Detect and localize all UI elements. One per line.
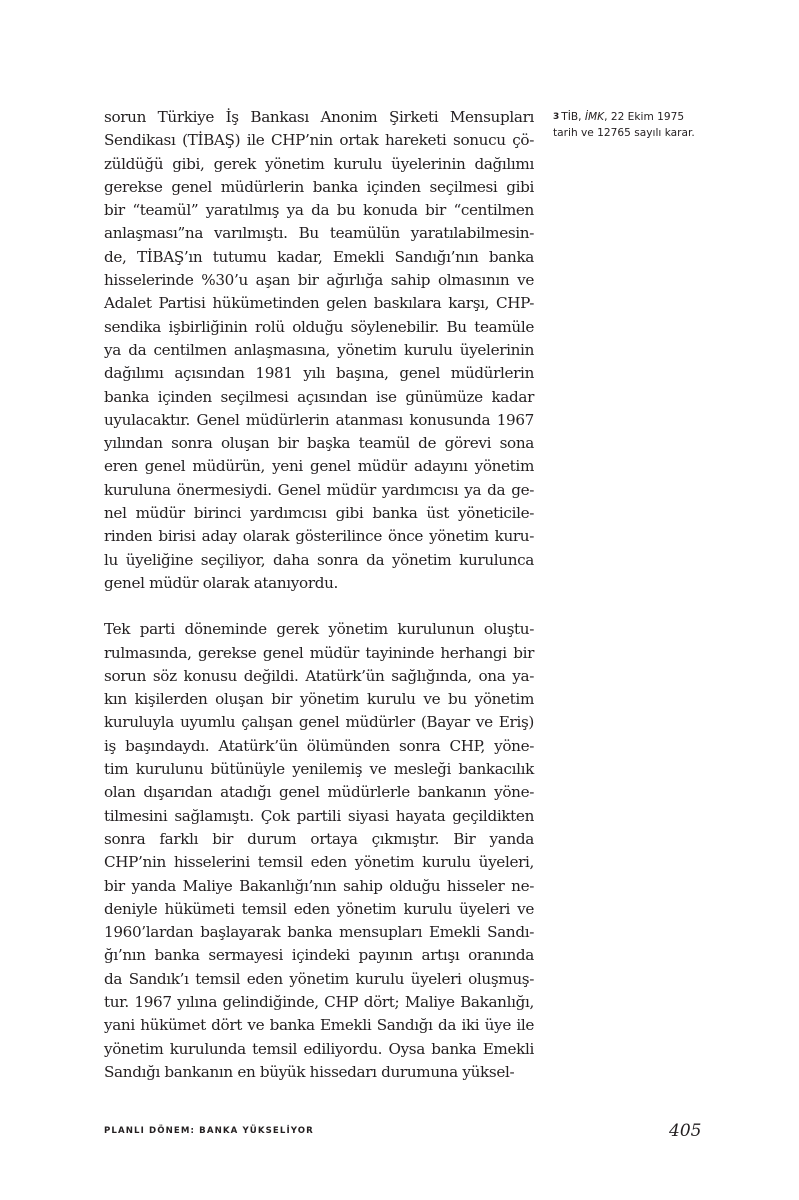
text-line: kuruluyla uyumlu çalışan genel müdürler (Bayar ve Eriş) [104,713,534,732]
text-line: da Sandık’ı temsil eden yönetim kurulu üyeleri oluşmuş- [104,969,534,988]
text-line: tim kurulunu bütünüyle yenilemiş ve mesleği bankacılık [104,760,534,779]
text-line: rinden birisi aday olarak gösterilince önce yönetim kuru- [104,527,534,546]
text-line: sendika işbirliğinin rolü olduğu söylenebilir. Bu teamüle [104,317,534,336]
text-line: yani hükümet dört ve banka Emekli Sandığı da iki üye ile [104,1016,534,1035]
footnote-text-after: , 22 Ekim 1975 [604,111,685,123]
text-line: ğı’nın banka sermayesi içindeki payının artışı oranında [104,946,534,965]
text-line: sorun Türkiye İş Bankası Anonim Şirketi Mensupları [104,108,534,126]
text-line: yönetim kurulunda temsil ediliyordu. Oysa banka Emekli [104,1039,534,1058]
text-line: bir yanda Maliye Bakanlığı’nın sahip olduğu hisseler ne- [104,876,534,895]
text-line: rulmasında, gerekse genel müdür tayininde herhangi bir [104,643,534,662]
text-line: Tek parti döneminde gerek yönetim kurulunun oluştu- [104,620,534,639]
text-line: anlaşması”na varılmıştı. Bu teamülün yaratılabilmesin- [104,224,534,243]
text-line: gerekse genel müdürlerin banka içinden seçilmesi gibi [104,177,534,196]
text-line: Sendikası (TİBAŞ) ile CHP’nin ortak hareketi sonucu çö- [104,131,534,150]
text-line: sorun söz konusu değildi. Atatürk’ün sağlığında, ona ya- [104,666,534,685]
text-line: kın kişilerden oluşan bir yönetim kurulu ve bu yönetim [104,690,534,709]
text-line: Adalet Partisi hükümetinden gelen baskılara karşı, CHP- [104,294,534,313]
text-line: deniyle hükümeti temsil eden yönetim kurulu üyeleri ve [104,899,534,918]
text-line: genel müdür olarak atanıyordu. [104,573,339,592]
text-line: kuruluna önermesiydi. Genel müdür yardımcısı ya da ge- [104,480,534,499]
text-line: uyulacaktır. Genel müdürlerin atanması konusunda 1967 [104,410,534,429]
text-line: 1960’lardan başlayarak banka mensupları Emekli Sandı- [104,923,534,942]
footnote-text-before: TİB, [561,111,585,123]
text-line: iş başındaydı. Atatürk’ün ölümünden sonra CHP, yöne- [104,736,534,755]
body-text [104,106,534,1084]
text-line: hisselerinde %30’u aşan bir ağırlığa sahip olmasının ve [104,271,534,290]
text-line: CHP’nin hisselerini temsil eden yönetim kurulu üyeleri, [104,853,534,872]
footnote-line-2: tarih ve 12765 sayılı karar. [553,126,695,139]
text-line: lu üyeliğine seçiliyor, daha sonra da yönetim kurulunca [104,550,534,569]
text-line: tilmesini sağlamıştı. Çok partili siyasi hayata geçildikten [104,806,534,825]
text-line: olan dışarıdan atadığı genel müdürlerle bankanın yöne- [104,783,534,802]
footnote-italic-source: İMK [584,111,605,123]
paragraph-1 [104,106,534,595]
text-line: nel müdür birinci yardımcısı gibi banka üst yöneticile- [104,504,534,523]
text-line: de, TİBAŞ’ın tutumu kadar, Emekli Sandığı’nın banka [104,247,534,266]
text-line: yılından sonra oluşan bir başka teamül de görevi sona [104,434,534,453]
page-number: 405 [669,1121,702,1141]
text-line: sonra farklı bir durum ortaya çıkmıştır. Bir yanda [104,829,534,848]
text-line: banka içinden seçilmesi açısından ise günümüze kadar [104,387,534,406]
text-line: bir “teamül” yaratılmış ya da bu konuda bir “centilmen [104,201,534,220]
text-line: tur. 1967 yılına gelindiğinde, CHP dört; Maliye Bakanlığı, [104,992,534,1011]
text-line: Sandığı bankanın en büyük hissedarı durumuna yüksel- [104,1062,515,1081]
running-head: PLANLI DÖNEM: BANKA YÜKSELİYOR [104,1126,314,1136]
text-line: züldüğü gibi, gerek yönetim kurulu üyelerinin dağılımı [104,154,534,173]
footnote-3 [553,110,713,141]
text-line: dağılımı açısından 1981 yılı başına, genel müdürlerin [104,364,534,383]
footnote-number: 3 [553,112,560,122]
paragraph-2 [104,618,534,1084]
text-line: ya da centilmen anlaşmasına, yönetim kurulu üyelerinin [104,340,534,359]
text-line: eren genel müdürün, yeni genel müdür adayını yönetim [104,457,534,476]
